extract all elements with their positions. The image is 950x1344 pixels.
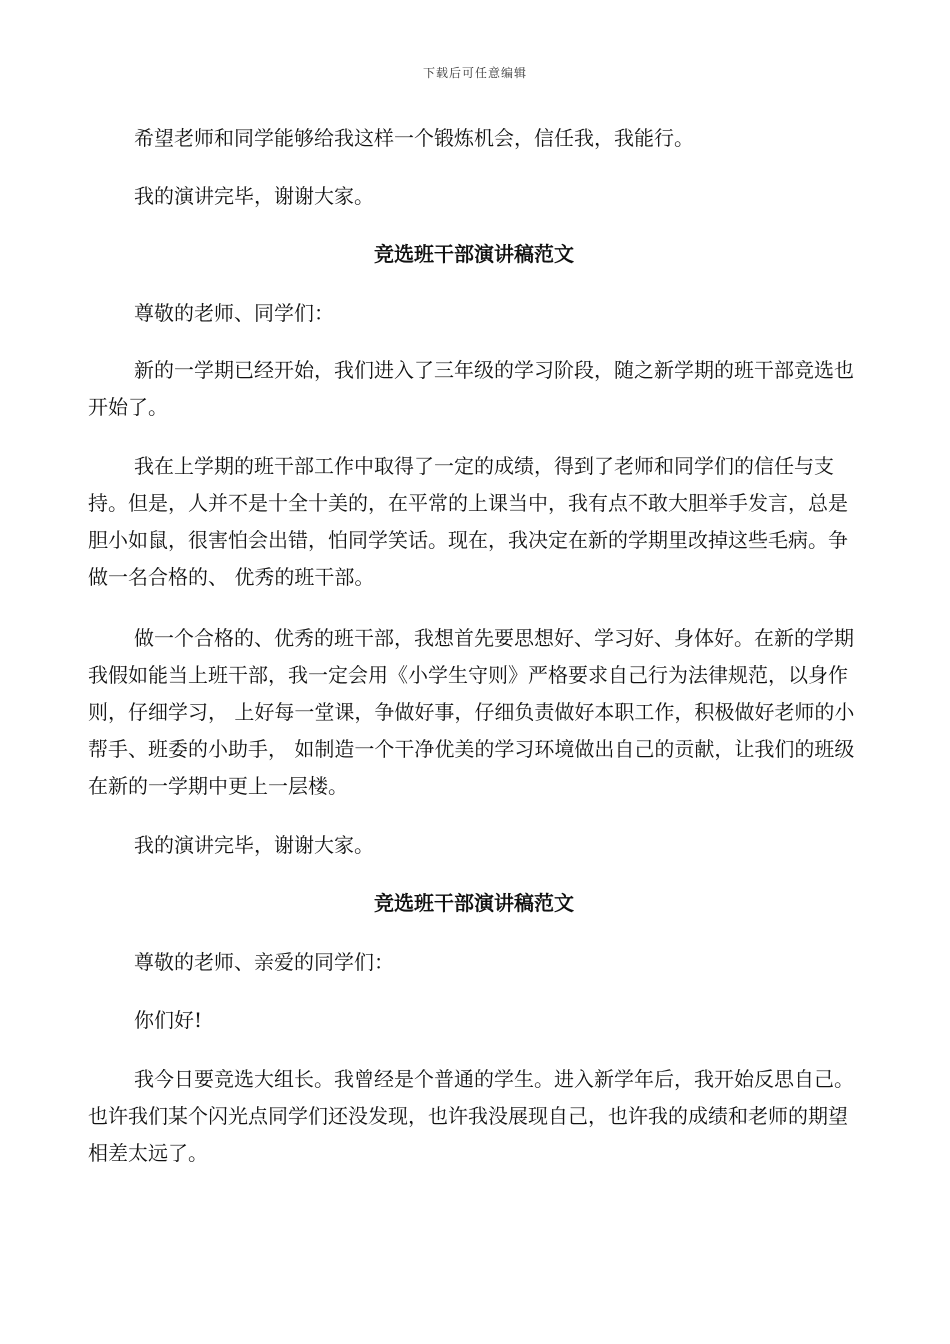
section-title-1: 竞选班干部演讲稿范文 <box>374 242 574 266</box>
greeting-2: 尊敬的老师、亲爱的同学们： <box>134 950 394 974</box>
paragraph-3: 新的一学期已经开始，我们进入了三年级的学习阶段，随之新学期的班干部竞选也开始了。 <box>88 358 854 419</box>
section-title-2: 竞选班干部演讲稿范文 <box>374 891 574 915</box>
paragraph-4: 我在上学期的班干部工作中取得了一定的成绩，得到了老师和同学们的信任与支持。但是，人并不是十全十美的，在平常的上课当中，我有点不敢大胆举手发言，总是胆小如鼠，很害怕会出错，怕同学笑话。现在，我决定在新的学期里改掉这些毛病。争做一名合格的、 优秀的班干部。 <box>88 454 848 589</box>
page-header: 下载后可任意编辑 <box>422 66 527 80</box>
paragraph-5: 做一个合格的、优秀的班干部，我想首先要思想好、学习好、身体好。在新的学期我假如能当上班干部，我一定会用《小学生守则》严格要求自己行为法律规范，以身作则，仔细学习， 上好每一堂课，争做好事，仔细负责做好本职工作，积极做好老师的小帮手、班委的小助手， 如制造一个干净优美的学习环境做出自己的贡献，让我们的班级在新的一学期中更上一层楼。 <box>88 626 855 798</box>
paragraph-1: 希望老师和同学能够给我这样一个锻炼机会，信任我，我能行。 <box>134 126 694 150</box>
paragraph-6: 我的演讲完毕，谢谢大家。 <box>134 833 374 857</box>
paragraph-2: 我的演讲完毕，谢谢大家。 <box>134 184 374 208</box>
paragraph-8: 我今日要竞选大组长。我曾经是个普通的学生。进入新学年后，我开始反思自己。也许我们某个闪光点同学们还没发现，也许我没展现自己，也许我的成绩和老师的期望相差太远了。 <box>88 1067 854 1165</box>
greeting-1: 尊敬的老师、同学们： <box>134 301 334 325</box>
paragraph-7: 你们好! <box>134 1008 203 1032</box>
